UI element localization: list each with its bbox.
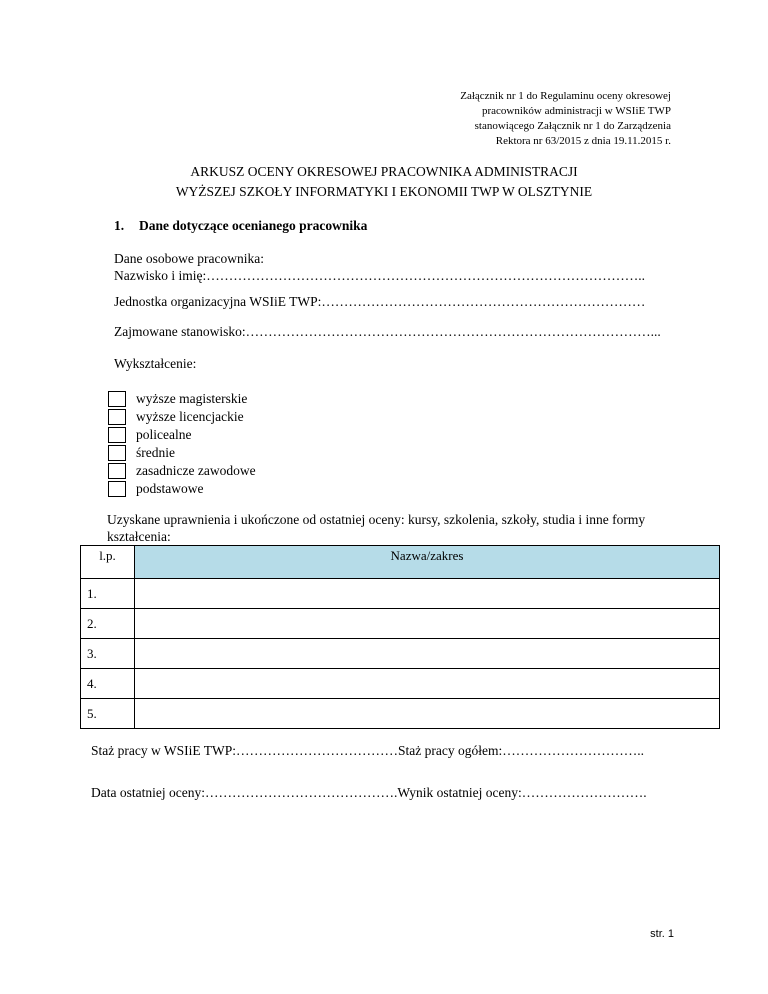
qualifications-intro: Uzyskane uprawnienia i ukończone od ostatniej oceny: kursy, szkolenia, szkoły, studia i inne formy kształcenia: [107,512,646,544]
education-option-label: wyższe licencjackie [136,409,244,424]
education-checkbox[interactable] [108,409,126,425]
table-row [81,609,720,639]
education-label: Wykształcenie: [114,356,197,371]
education-checkbox[interactable] [108,463,126,479]
education-checkbox[interactable] [108,391,126,407]
attachment-note-line: pracowników administracji w WSIiE TWP [481,105,671,117]
name-field[interactable]: Nazwisko i imię:…………………………………………………………………………………….. [114,268,645,283]
table-row [81,699,720,729]
education-option-label: policealne [136,427,192,442]
table-row [81,639,720,669]
table-row [81,579,720,609]
education-options [108,390,256,498]
section-number: 1. [114,218,125,233]
unit-field[interactable]: Jednostka organizacyjna WSIiE TWP:……………………………………………………………… [114,294,646,309]
education-option [108,462,256,480]
qualification-cell[interactable] [135,639,720,669]
last-evaluation-field[interactable]: Data ostatniej oceny:…………………………………….Wynik ostatniej oceny:………………………. [91,785,647,800]
qualification-cell[interactable] [135,699,720,729]
table-row [81,669,720,699]
row-number: 3. [81,639,135,669]
title-line-2: WYŻSZEJ SZKOŁY INFORMATYKI I EKONOMII TWP W OLSZTYNIE [175,184,593,199]
row-number: 5. [81,699,135,729]
attachment-note-line: Załącznik nr 1 do Regulaminu oceny okresowej [460,90,671,102]
seniority-field[interactable]: Staż pracy w WSIiE TWP:………………………………Staż pracy ogółem:………………………….. [91,743,644,758]
education-checkbox[interactable] [108,481,126,497]
qualification-cell[interactable] [135,669,720,699]
section-heading [114,218,367,234]
education-option [108,444,256,462]
education-option [108,480,256,498]
row-number: 2. [81,609,135,639]
position-field[interactable]: Zajmowane stanowisko:………………………………………………………………………………... [114,324,661,339]
education-checkbox[interactable] [108,445,126,461]
qualifications-table [80,545,720,729]
row-number: 4. [81,669,135,699]
education-option [108,390,256,408]
title-line-1: ARKUSZ OCENY OKRESOWEJ PRACOWNIKA ADMINISTRACJI [190,164,578,179]
qualification-cell[interactable] [135,609,720,639]
document-title [0,162,768,202]
education-option-label: podstawowe [136,481,204,496]
table-header-row [81,546,720,579]
education-option-label: zasadnicze zawodowe [136,463,256,478]
column-header-lp: l.p. [81,546,135,579]
attachment-note-line: Rektora nr 63/2015 z dnia 19.11.2015 r. [495,135,671,147]
page-number: str. 1 [650,928,674,940]
qualification-cell[interactable] [135,579,720,609]
education-option-label: wyższe magisterskie [136,391,248,406]
education-option-label: średnie [136,445,175,460]
section-title: Dane dotyczące ocenianego pracownika [139,218,368,233]
education-option [108,426,256,444]
attachment-note-line: stanowiącego Załącznik nr 1 do Zarządzenia [474,120,671,132]
attachment-note [371,89,671,149]
column-header-name: Nazwa/zakres [135,546,720,579]
education-option [108,408,256,426]
education-checkbox[interactable] [108,427,126,443]
personal-data-label: Dane osobowe pracownika: [114,251,264,266]
row-number: 1. [81,579,135,609]
